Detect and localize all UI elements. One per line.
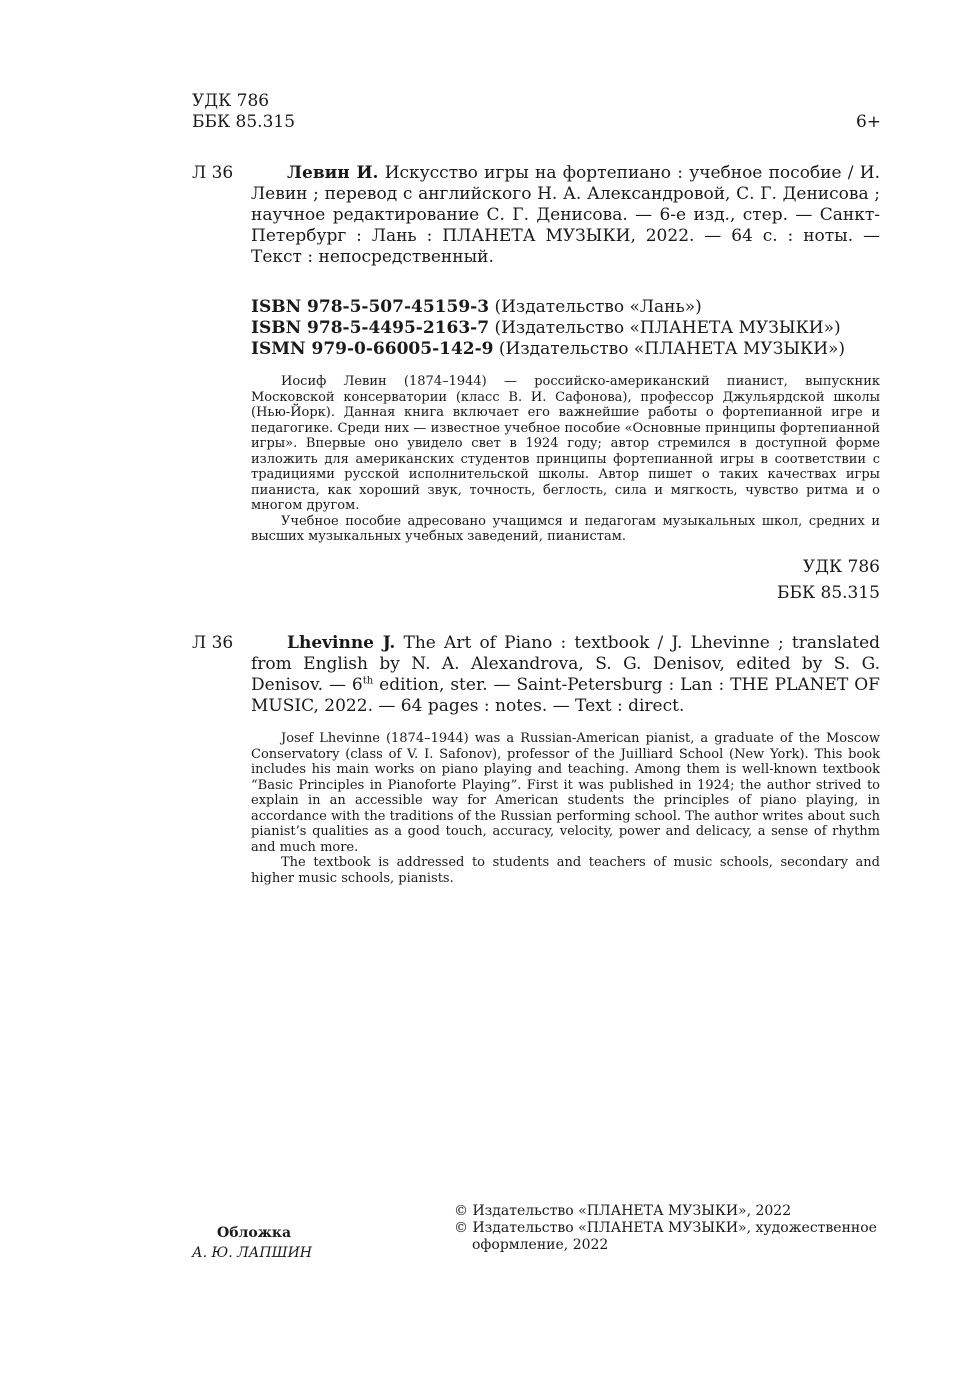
isbn-line bbox=[251, 318, 880, 339]
ismn-publisher: (Издательство «ПЛАНЕТА МУЗЫКИ») bbox=[493, 339, 846, 359]
en-entry-description bbox=[251, 633, 880, 717]
ru-abstract-paragraph: Иосиф Левин (1874–1944) — российско-американский пианист, выпускник Московской консерватории (класс В. И. Сафонова), профессор Джульярдской школы (Нью-Йорк). Данная книга включает его важнейшие работы о фортепианной игре и педагогике. Среди них — известное учебное пособие «Основные принципы фортепианной игры». Впервые оно увидело свет в 1924 году; автор стремился в доступной форме изложить для американских студентов принципы фортепианной игры в соответствии с традициями русской исполнительской школы. Автор пишет о таких качествах игры пианиста, как хороший звук, точность, беглость, сила и мягкость, чувство ритма и о многом другом. bbox=[251, 374, 880, 513]
isbn-publisher: (Издательство «Лань») bbox=[489, 297, 702, 317]
cover-credit bbox=[192, 1223, 332, 1263]
isbn-publisher: (Издательство «ПЛАНЕТА МУЗЫКИ») bbox=[489, 318, 841, 338]
en-entry-author: Lhevinne J. bbox=[287, 633, 396, 653]
en-entry-body-end: edition, ster. — Saint-Petersburg : Lan : THE PLANET OF MUSIC, 2022. — 64 pages : notes. — Text : direct. bbox=[251, 675, 880, 716]
ru-entry-author: Левин И. bbox=[287, 163, 379, 183]
isbn-code: ISBN 978-5-507-45159-3 bbox=[251, 297, 490, 317]
en-entry-code: Л 36 bbox=[192, 633, 234, 653]
cover-artist: А. Ю. ЛАПШИН bbox=[192, 1245, 312, 1261]
en-entry-body-start: The Art of Piano : textbook / J. Lhevinne ; translated from English by N. A. Alexandrova, S. G. Denisov, edited by S. G. Denisov. — 6 bbox=[251, 633, 881, 695]
ru-entry-description bbox=[251, 163, 880, 268]
ismn-code: ISMN 979-0-66005-142-9 bbox=[251, 339, 494, 359]
en-abstract bbox=[251, 731, 880, 886]
cover-label: Обложка bbox=[217, 1225, 292, 1241]
isbn-code: ISBN 978-5-4495-2163-7 bbox=[251, 318, 490, 338]
en-abstract-paragraph: Josef Lhevinne (1874–1944) was a Russian-American pianist, a graduate of the Moscow Conservatory (class of V. I. Safonov), professor of the Juilliard School (New York). This book includes his main works on piano playing and teaching. Among them is well-known textbook “Basic Principles in Pianoforte Playing”. First it was published in 1924; the author strived to explain in an accessible way for American students the principles of piano playing, in accordance with the traditions of the Russian performing school. The author writes about such pianist’s qualities as a good touch, accuracy, velocity, power and delicacy, a sense of rhythm and much more. bbox=[251, 731, 880, 855]
copyright-line: © Издательство «ПЛАНЕТА МУЗЫКИ», художественное оформление, 2022 bbox=[454, 1220, 877, 1253]
ru-footer-udk: УДК 786 bbox=[802, 557, 880, 577]
ru-abstract-paragraph: Учебное пособие адресовано учащимся и педагогам музыкальных школ, средних и высших музыкальных учебных заведений, пианистам. bbox=[251, 513, 880, 544]
ru-entry-body: Искусство игры на фортепиано : учебное пособие / И. Левин ; перевод с английского Н. А. Александровой, С. Г. Денисова ; научное редактирование С. Г. Денисова. — 6-е изд., стер. — Санкт-Петербург : Лань : ПЛАНЕТА МУЗЫКИ, 2022. — 64 с. : ноты. — Текст : непосредственный. bbox=[251, 163, 880, 267]
age-rating: 6+ bbox=[855, 112, 881, 132]
ordinal-suffix: th bbox=[362, 675, 374, 687]
bbk-code: ББК 85.315 bbox=[192, 112, 296, 132]
isbn-line bbox=[251, 297, 880, 318]
ru-abstract bbox=[251, 374, 880, 545]
ru-footer-bbk: ББК 85.315 bbox=[776, 583, 880, 603]
en-abstract-paragraph: The textbook is addressed to students and teachers of music schools, secondary and higher music schools, pianists. bbox=[251, 855, 880, 886]
isbn-block bbox=[251, 297, 880, 360]
udk-code: УДК 786 bbox=[192, 91, 270, 111]
ru-entry-code: Л 36 bbox=[192, 163, 234, 183]
header-classification bbox=[192, 91, 295, 133]
ismn-line bbox=[251, 339, 880, 360]
copyright-line: © Издательство «ПЛАНЕТА МУЗЫКИ», 2022 bbox=[454, 1203, 792, 1219]
copyright-block bbox=[454, 1203, 884, 1254]
